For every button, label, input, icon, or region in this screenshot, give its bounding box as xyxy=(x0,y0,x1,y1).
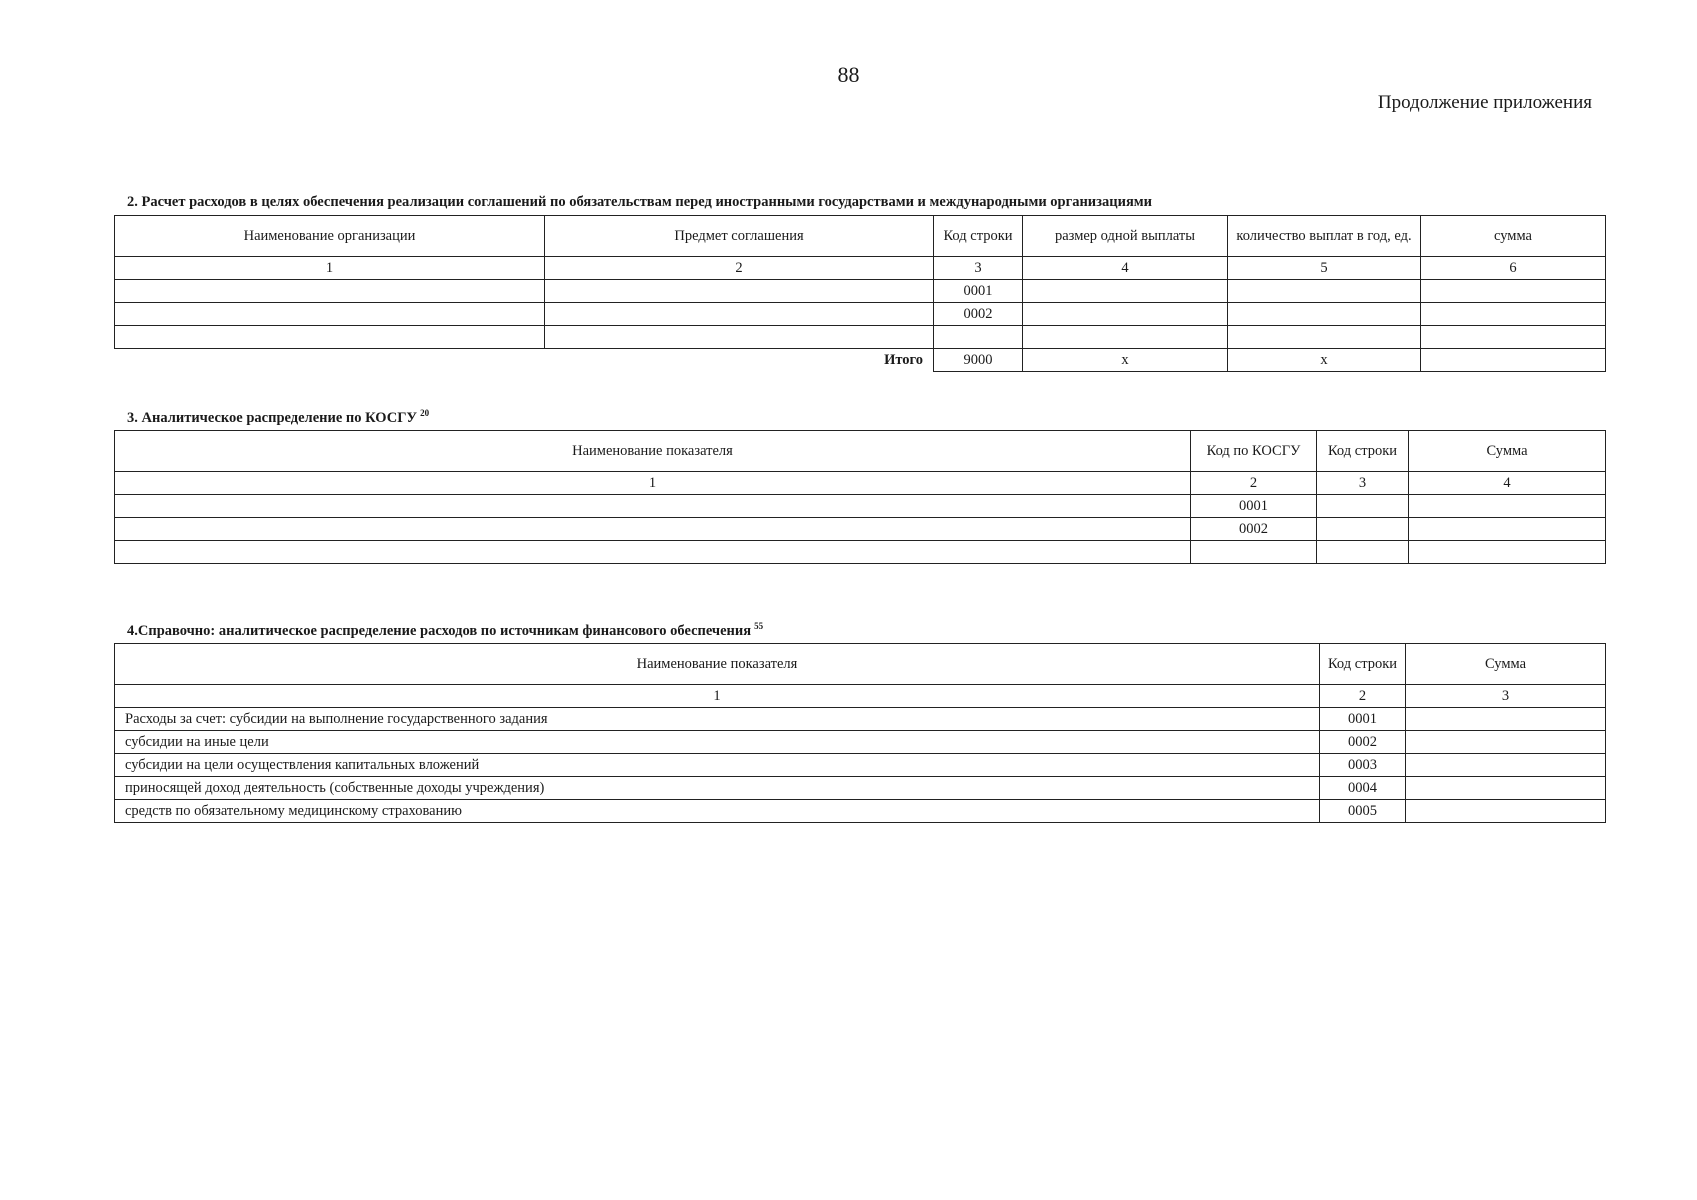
section-4-title-text: 4.Справочно: аналитическое распределение расходов по источникам финансового обеспечения xyxy=(127,622,752,639)
cell-indicator-name xyxy=(115,495,1191,518)
cell-kosgu-code: 0002 xyxy=(1191,518,1317,541)
cell-sum xyxy=(1421,303,1606,326)
table-row xyxy=(115,326,1606,349)
cell-payment-size xyxy=(1023,280,1228,303)
cell-row-code: 0005 xyxy=(1320,800,1406,823)
section-2-table xyxy=(114,215,1606,372)
header-sum: Сумма xyxy=(1409,431,1606,472)
header-payments-count: количество выплат в год, ед. xyxy=(1228,216,1421,257)
cell-payment-size xyxy=(1023,303,1228,326)
col-number: 6 xyxy=(1421,257,1606,280)
cell-row-code: 0001 xyxy=(1320,708,1406,731)
cell-indicator-name xyxy=(115,541,1191,564)
cell-indicator-name xyxy=(115,518,1191,541)
header-indicator-name: Наименование показателя xyxy=(115,431,1191,472)
cell-sum xyxy=(1421,326,1606,349)
total-col4: х xyxy=(1023,349,1228,372)
cell-row-code xyxy=(934,326,1023,349)
header-sum: сумма xyxy=(1421,216,1606,257)
col-number: 2 xyxy=(545,257,934,280)
col-number: 4 xyxy=(1409,472,1606,495)
table-row xyxy=(115,800,1606,823)
cell-row-code: 0003 xyxy=(1320,754,1406,777)
cell-organization xyxy=(115,326,545,349)
footnote-ref: 20 xyxy=(420,408,430,418)
table-row xyxy=(115,303,1606,326)
page-number: 88 xyxy=(837,62,860,87)
cell-sum xyxy=(1409,495,1606,518)
table-row xyxy=(115,708,1606,731)
col-number: 1 xyxy=(115,685,1320,708)
col-number: 3 xyxy=(934,257,1023,280)
cell-sum xyxy=(1406,731,1606,754)
continuation-label: Продолжение приложения xyxy=(1377,92,1592,113)
footnote-ref: 55 xyxy=(754,621,764,631)
cell-sum xyxy=(1409,541,1606,564)
cell-indicator-name: средств по обязательному медицинскому страхованию xyxy=(115,800,1320,823)
header-row-code: Код строки xyxy=(1320,644,1406,685)
header-row-code: Код строки xyxy=(934,216,1023,257)
section-3-title-text: 3. Аналитическое распределение по КОСГУ xyxy=(127,409,418,426)
cell-sum xyxy=(1406,754,1606,777)
cell-organization xyxy=(115,280,545,303)
col-number: 4 xyxy=(1023,257,1228,280)
cell-agreement-subject xyxy=(545,280,934,303)
cell-row-code xyxy=(1317,518,1409,541)
cell-indicator-name: Расходы за счет: субсидии на выполнение государственного задания xyxy=(115,708,1320,731)
total-sum xyxy=(1421,349,1606,372)
section-4-table xyxy=(114,643,1606,823)
total-code: 9000 xyxy=(934,349,1023,372)
table-row xyxy=(115,754,1606,777)
col-number: 3 xyxy=(1317,472,1409,495)
total-col5: х xyxy=(1228,349,1421,372)
header-row-code: Код строки xyxy=(1317,431,1409,472)
total-row xyxy=(115,349,1606,372)
cell-payments-count xyxy=(1228,303,1421,326)
table-row xyxy=(115,495,1606,518)
header-kosgu-code: Код по КОСГУ xyxy=(1191,431,1317,472)
table-row xyxy=(115,541,1606,564)
cell-sum xyxy=(1421,280,1606,303)
header-organization: Наименование организации xyxy=(115,216,545,257)
col-number: 1 xyxy=(115,472,1191,495)
cell-row-code: 0002 xyxy=(1320,731,1406,754)
cell-sum xyxy=(1409,518,1606,541)
header-payment-size: размер одной выплаты xyxy=(1023,216,1228,257)
col-number: 2 xyxy=(1320,685,1406,708)
cell-row-code: 0002 xyxy=(934,303,1023,326)
cell-kosgu-code: 0001 xyxy=(1191,495,1317,518)
table-row xyxy=(115,731,1606,754)
col-number: 3 xyxy=(1406,685,1606,708)
total-label: Итого xyxy=(115,349,934,372)
section-3-table xyxy=(114,430,1606,564)
cell-agreement-subject xyxy=(545,303,934,326)
col-number: 2 xyxy=(1191,472,1317,495)
cell-row-code: 0004 xyxy=(1320,777,1406,800)
cell-indicator-name: субсидии на цели осуществления капитальных вложений xyxy=(115,754,1320,777)
cell-row-code xyxy=(1317,541,1409,564)
cell-indicator-name: приносящей доход деятельность (собственные доходы учреждения) xyxy=(115,777,1320,800)
cell-organization xyxy=(115,303,545,326)
col-number: 5 xyxy=(1228,257,1421,280)
cell-kosgu-code xyxy=(1191,541,1317,564)
cell-indicator-name: субсидии на иные цели xyxy=(115,731,1320,754)
table-row xyxy=(115,280,1606,303)
table-row xyxy=(115,518,1606,541)
cell-payments-count xyxy=(1228,326,1421,349)
header-agreement-subject: Предмет соглашения xyxy=(545,216,934,257)
cell-sum xyxy=(1406,800,1606,823)
cell-sum xyxy=(1406,777,1606,800)
cell-sum xyxy=(1406,708,1606,731)
cell-agreement-subject xyxy=(545,326,934,349)
header-sum: Сумма xyxy=(1406,644,1606,685)
section-3-title xyxy=(127,408,429,427)
col-number: 1 xyxy=(115,257,545,280)
section-2-title: 2. Расчет расходов в целях обеспечения реализации соглашений по обязательствам перед иностранными государствами и международными организациями xyxy=(127,194,1153,210)
section-4-title xyxy=(127,621,763,640)
cell-payment-size xyxy=(1023,326,1228,349)
header-indicator-name: Наименование показателя xyxy=(115,644,1320,685)
cell-payments-count xyxy=(1228,280,1421,303)
cell-row-code xyxy=(1317,495,1409,518)
table-row xyxy=(115,777,1606,800)
cell-row-code: 0001 xyxy=(934,280,1023,303)
